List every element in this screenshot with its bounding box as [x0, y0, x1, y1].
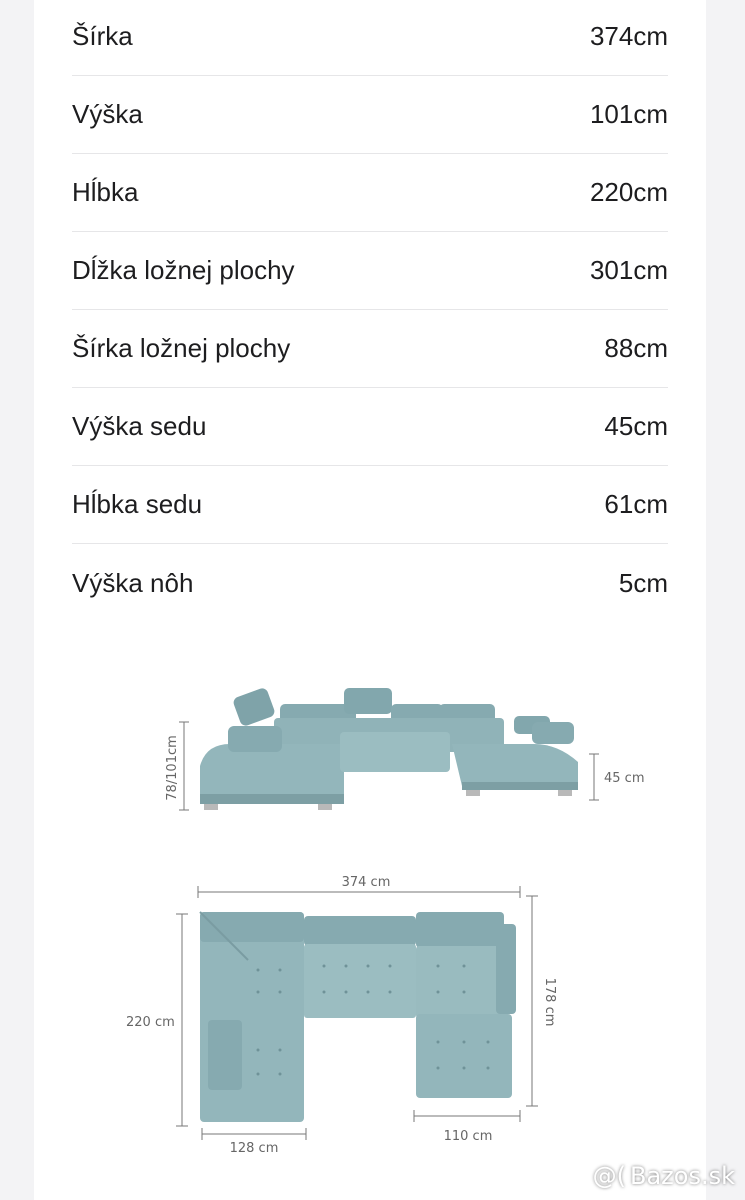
spec-value: 220cm [589, 177, 668, 207]
depth-label: 220 cm [126, 1015, 175, 1030]
spec-row [72, 388, 668, 466]
spec-value: 101cm [589, 99, 668, 129]
bazos-watermark [593, 1162, 735, 1190]
spec-label: Výška nôh [72, 567, 194, 598]
spec-value: 45cm [604, 411, 668, 441]
sofa-front-view [165, 687, 645, 810]
spec-value: 5cm [618, 567, 668, 598]
sofa-dimension-diagram [34, 670, 706, 1170]
spec-row [72, 232, 668, 310]
spec-label: Dĺžka ložnej plochy [72, 255, 295, 285]
sofa-top-view [126, 875, 557, 1156]
spec-row [72, 0, 668, 76]
spec-label: Šírka ložnej plochy [72, 333, 291, 363]
spec-row [72, 466, 668, 544]
spec-value: 374cm [589, 21, 668, 51]
seat-height-label: 45 cm [604, 771, 645, 786]
spec-row [72, 544, 668, 622]
right-width-label: 110 cm [443, 1129, 493, 1144]
spec-value: 88cm [604, 333, 668, 363]
right-depth-label: 178 cm [542, 977, 557, 1027]
spec-value: 301cm [589, 255, 668, 285]
watermark-text: Bazos.sk [630, 1162, 735, 1190]
spec-row [72, 310, 668, 388]
spec-label: Hĺbka sedu [72, 489, 203, 519]
total-width-label: 374 cm [341, 875, 391, 890]
spec-label: Hĺbka [72, 177, 139, 207]
at-sign-icon: @( [592, 1162, 626, 1190]
spec-value: 61cm [604, 489, 668, 519]
spec-label: Výška sedu [72, 411, 207, 441]
spec-label: Výška [72, 99, 143, 129]
spec-row [72, 76, 668, 154]
left-width-label: 128 cm [229, 1141, 279, 1156]
spec-label: Šírka [72, 21, 133, 51]
product-card [34, 0, 706, 1200]
spec-row [72, 154, 668, 232]
specs-table [72, 0, 668, 622]
height-dimension-label: 78/101cm [165, 735, 180, 801]
